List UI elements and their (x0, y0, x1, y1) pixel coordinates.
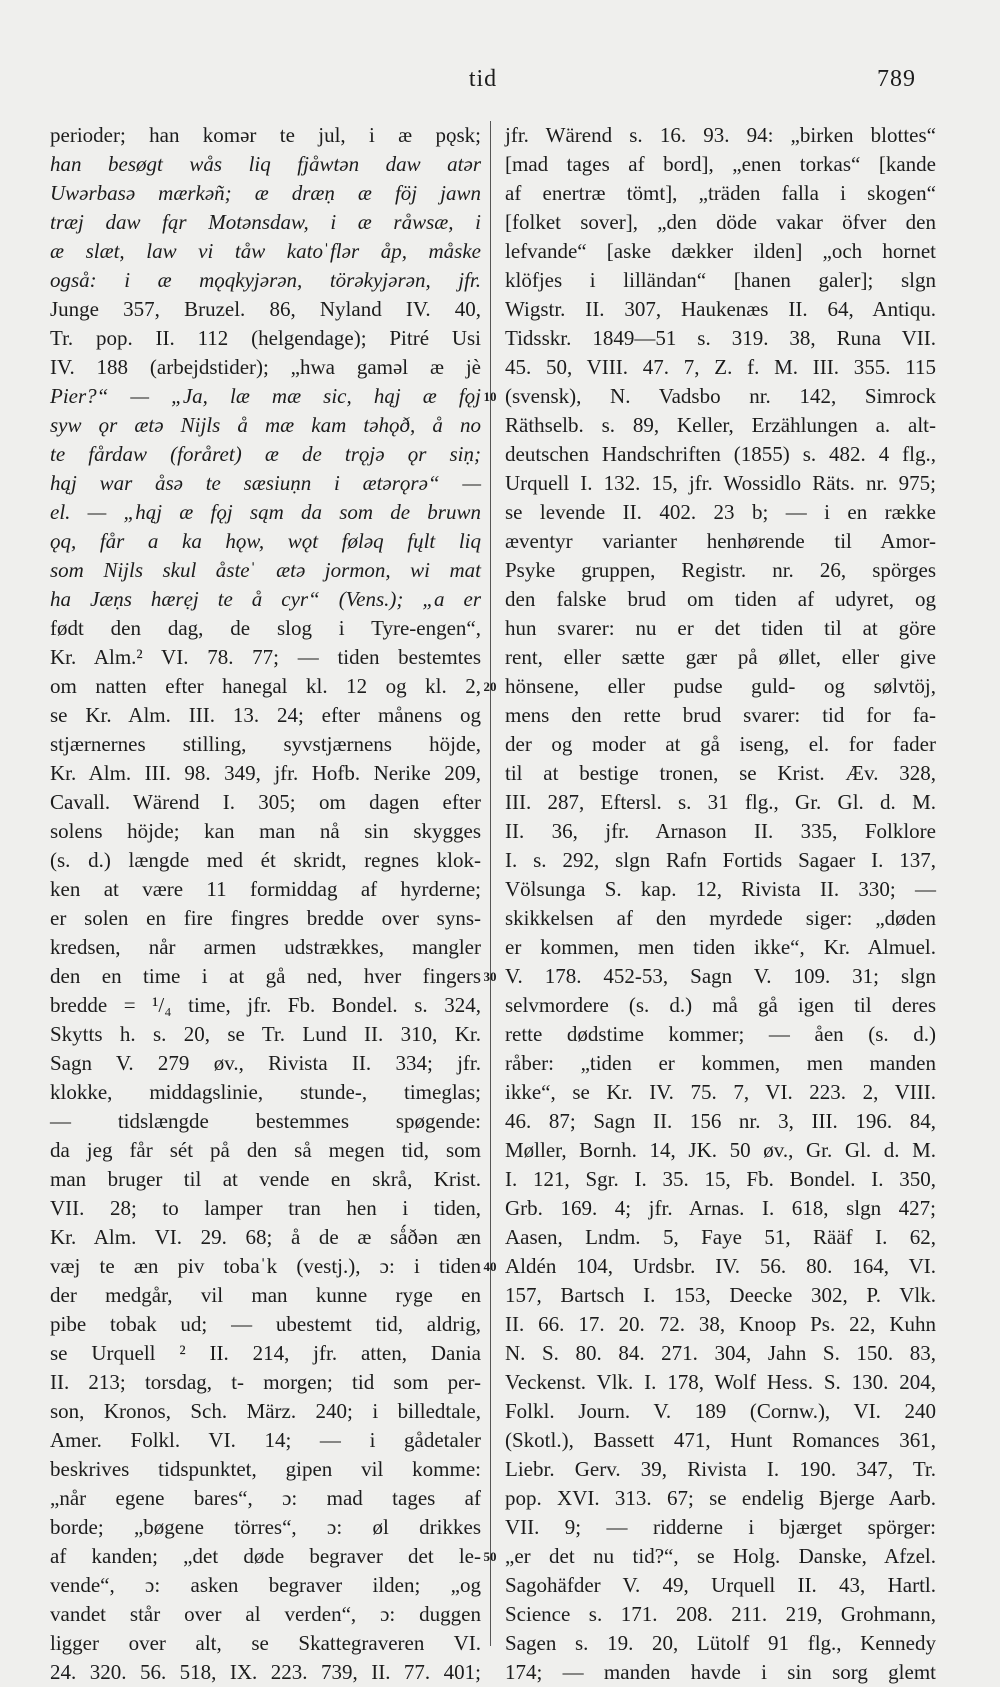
text-line: som Nijls skul åsteˈ ætə jormon, wi mat (50, 558, 481, 582)
page-number: 789 (877, 66, 916, 92)
text-line: 174; — manden havde i sin sorg glemt (505, 1660, 936, 1684)
text-line: selvmordere (s. d.) må gå igen til deres (505, 993, 936, 1017)
text-line: hönsene, eller pudse guld- og sølvtöj, (505, 674, 936, 698)
text-line: Cavall. Wärend I. 305; om dagen efter (50, 790, 481, 814)
text-line: Junge 357, Bruzel. 86, Nyland IV. 40, (50, 297, 481, 321)
text-line: Folkl. Journ. V. 189 (Cornw.), VI. 240 (505, 1399, 936, 1423)
text-line: bredde = ¹/₄ time, jfr. Fb. Bondel. s. 324, (50, 993, 481, 1017)
text-line: er kommen, men tiden ikke“, Kr. Almuel. (505, 935, 936, 959)
text-line: beskrives tidspunktet, gipen vil komme: (50, 1457, 481, 1481)
text-line: af enertræ tömt], „träden falla i skogen“ (505, 181, 936, 205)
text-line: Tidsskr. 1849—51 s. 319. 38, Runa VII. (505, 326, 936, 350)
text-line: 46. 87; Sagn II. 156 nr. 3, III. 196. 84, (505, 1109, 936, 1133)
text-line: I. s. 292, slgn Rafn Fortids Sagaer I. 137, (505, 848, 936, 872)
text-line: Møller, Bornh. 14, JK. 50 øv., Gr. Gl. d. M. (505, 1138, 936, 1162)
text-line: Sagn V. 279 øv., Rivista II. 334; jfr. (50, 1051, 481, 1075)
text-line: er solen en fire fingres bredde over syns- (50, 906, 481, 930)
text-line: II. 213; torsdag, t- morgen; tid som per- (50, 1370, 481, 1394)
text-line: pibe tobak ud; — ubestemt tid, aldrig, (50, 1312, 481, 1336)
text-line: kredsen, når armen udstrækkes, mangler (50, 935, 481, 959)
text-line: (s. d.) længde med ét skridt, regnes klok- (50, 848, 481, 872)
text-line: Science s. 171. 208. 211. 219, Grohmann, (505, 1602, 936, 1626)
text-line: ikke“, se Kr. IV. 75. 7, VI. 223. 2, VIII. (505, 1080, 936, 1104)
text-line: Amer. Folkl. VI. 14; — i gådetaler (50, 1428, 481, 1452)
text-line: te fårdaw (foråret) æ de trǫjə ǫr siṇ; (50, 442, 481, 466)
text-line: af kanden; „det døde begraver det le- (50, 1544, 481, 1568)
head-word: tid (468, 66, 498, 92)
text-line: væj te æn piv tobaˈk (vestj.), ɔ: i tiden (50, 1254, 481, 1278)
text-line: Tr. pop. II. 112 (helgendage); Pitré Usi (50, 326, 481, 350)
text-line: IV. 188 (arbejdstider); „hwa gaməl æ jè (50, 355, 481, 379)
text-line: — tidslængde bestemmes spøgende: (50, 1109, 481, 1133)
text-line: Veckenst. Vlk. I. 178, Wolf Hess. S. 130. 204, (505, 1370, 936, 1394)
text-line: ken at være 11 formiddag af hyrderne; (50, 877, 481, 901)
text-line: II. 66. 17. 20. 72. 38, Knoop Ps. 22, Kuhn (505, 1312, 936, 1336)
text-line: Sagohäfder V. 49, Urquell II. 43, Hartl. (505, 1573, 936, 1597)
text-line: [mad tages af bord], „enen torkas“ [kande (505, 152, 936, 176)
text-line: V. 178. 452-53, Sagn V. 109. 31; slgn (505, 964, 936, 988)
text-line: træj daw fąr Motənsdaw, i æ råwsæ, i (50, 210, 481, 234)
text-line: Völsunga S. kap. 12, Rivista II. 330; — (505, 877, 936, 901)
text-line: ǫq, får a ka hǫw, wǫt føləq fųlt liq (50, 529, 481, 553)
text-line: 45. 50, VIII. 47. 7, Z. f. M. III. 355. 115 (505, 355, 936, 379)
text-line: hun svarer: nu er det tiden til at göre (505, 616, 936, 640)
text-line: stjærnernes stilling, syvstjærnens höjde, (50, 732, 481, 756)
text-line: (Skotl.), Bassett 471, Hunt Romances 361, (505, 1428, 936, 1452)
line-number: 50 (483, 1549, 497, 1564)
line-number: 20 (483, 679, 497, 694)
text-line: III. 287, Eftersl. s. 31 flg., Gr. Gl. d. M. (505, 790, 936, 814)
text-line: VII. 9; — ridderne i bjærget spörger: (505, 1515, 936, 1539)
text-line: der medgår, vil man kunne ryge en (50, 1283, 481, 1307)
text-line: jfr. Wärend s. 16. 93. 94: „birken blottes“ (505, 123, 936, 147)
text-line: Kr. Alm. III. 98. 349, jfr. Hofb. Nerike 209, (50, 761, 481, 785)
text-line: Grb. 169. 4; jfr. Arnas. I. 618, slgn 427; (505, 1196, 936, 1220)
text-line: I. 121, Sgr. I. 35. 15, Fb. Bondel. I. 350, (505, 1167, 936, 1191)
text-line: son, Kronos, Sch. März. 240; i billedtale, (50, 1399, 481, 1423)
text-line: II. 36, jfr. Arnason II. 335, Folklore (505, 819, 936, 843)
column-rule (490, 121, 491, 1646)
text-line: Räthselb. s. 89, Keller, Erzählungen a. alt- (505, 413, 936, 437)
text-line: syw ǫr ætə Nijls å mæ kam təhǫð, å no (50, 413, 481, 437)
text-line: man bruger til at vende en skrå, Krist. (50, 1167, 481, 1191)
text-line: vandet står over al verden“, ɔ: duggen (50, 1602, 481, 1626)
text-line: se Kr. Alm. III. 13. 24; efter månens og (50, 703, 481, 727)
text-line: da jeg får sét på den så megen tid, som (50, 1138, 481, 1162)
text-line: klokke, middagslinie, stunde-, timeglas; (50, 1080, 481, 1104)
text-line: pop. XVI. 313. 67; se endelig Bjerge Aarb. (505, 1486, 936, 1510)
text-line: Wigstr. II. 307, Haukenæs II. 64, Antiqu. (505, 297, 936, 321)
text-line: skikkelsen af den myrdede siger: „døden (505, 906, 936, 930)
text-line: 24. 320. 56. 518, IX. 223. 739, II. 77. 401; (50, 1660, 481, 1684)
text-line: ligger over alt, se Skattegraveren VI. (50, 1631, 481, 1655)
text-line: æ slæt, law vi tåw katoˈflər åp, måske (50, 239, 481, 263)
text-line: rette dødstime kommer; — åen (s. d.) (505, 1022, 936, 1046)
text-line: til at bestige tronen, se Krist. Æv. 328, (505, 761, 936, 785)
text-line: klöfjes i lilländan“ [hanen galer]; slgn (505, 268, 936, 292)
text-line: Pier?“ — „Ja, læ mæ sic, hąj æ fǫj (50, 384, 481, 408)
text-line: Sagen s. 19. 20, Lütolf 91 flg., Kennedy (505, 1631, 936, 1655)
text-line: Aldén 104, Urdsbr. IV. 56. 80. 164, VI. (505, 1254, 936, 1278)
text-line: se Urquell ² II. 214, jfr. atten, Dania (50, 1341, 481, 1365)
text-line: [folket sover], „den döde vakar öfver den (505, 210, 936, 234)
text-line: vende“, ɔ: asken begraver ilden; „og (50, 1573, 481, 1597)
text-line: også: i æ mǫqkyjərən, törəkyjərən, jfr. (50, 268, 481, 292)
text-line: Kr. Alm. VI. 29. 68; å de æ sǻðən æn (50, 1225, 481, 1249)
text-line: han besøgt wås liq fjåwtən daw atər (50, 152, 481, 176)
right-column (505, 121, 936, 1687)
text-line: Kr. Alm.² VI. 78. 77; — tiden bestemtes (50, 645, 481, 669)
text-line: Skytts h. s. 20, se Tr. Lund II. 310, Kr. (50, 1022, 481, 1046)
text-line: Urquell I. 132. 15, jfr. Wossidlo Räts. nr. 975; (505, 471, 936, 495)
line-number: 30 (483, 969, 497, 984)
line-number: 10 (483, 389, 497, 404)
text-line: hąj war åsə te sæsiuṇn i ætərǫrə“ — (50, 471, 481, 495)
text-line: 157, Bartsch I. 153, Deecke 302, P. Vlk. (505, 1283, 936, 1307)
text-line: den en time i at gå ned, hver fingers (50, 964, 481, 988)
text-line: råber: „tiden er kommen, men manden (505, 1051, 936, 1075)
left-column (50, 121, 481, 1687)
text-line: født den dag, de slog i Tyre-engen“, (50, 616, 481, 640)
text-line: rent, eller sætte gær på øllet, eller give (505, 645, 936, 669)
text-line: solens höjde; kan man nå sin skygges (50, 819, 481, 843)
text-line: der og moder at gå iseng, el. for fader (505, 732, 936, 756)
text-line: VII. 28; to lamper tran hen i tiden, (50, 1196, 481, 1220)
text-line: æventyr varianter henhørende til Amor- (505, 529, 936, 553)
text-line: lefvande“ [aske dækker ilden] „och hornet (505, 239, 936, 263)
text-line: deutschen Handschriften (1855) s. 482. 4 flg., (505, 442, 936, 466)
text-line: om natten efter hanegal kl. 12 og kl. 2, (50, 674, 481, 698)
text-line: se levende II. 402. 23 b; — i en række (505, 500, 936, 524)
text-line: (svensk), N. Vadsbo nr. 142, Simrock (505, 384, 936, 408)
text-line: mens den rette brud svarer: tid for fa- (505, 703, 936, 727)
text-line: „er det nu tid?“, se Holg. Danske, Afzel. (505, 1544, 936, 1568)
text-line: Psyke gruppen, Registr. nr. 26, spörges (505, 558, 936, 582)
text-line: Uwərbasə mærkəñ; æ dræṇ æ föj jawn (50, 181, 481, 205)
text-line: N. S. 80. 84. 271. 304, Jahn S. 150. 83, (505, 1341, 936, 1365)
text-line: „når egene bares“, ɔ: mad tages af (50, 1486, 481, 1510)
text-line: den falske brud om tiden af udyret, og (505, 587, 936, 611)
text-line: ha Jæṇs hærẹj te å cyr“ (Vens.); „a er (50, 587, 481, 611)
text-line: Aasen, Lndm. 5, Faye 51, Rääf I. 62, (505, 1225, 936, 1249)
text-line: el. — „hąj æ fǫj sąm da som de bruwn (50, 500, 481, 524)
text-line: borde; „bøgene törres“, ɔ: øl drikkes (50, 1515, 481, 1539)
text-line: Liebr. Gerv. 39, Rivista I. 190. 347, Tr. (505, 1457, 936, 1481)
text-line: perioder; han komər te jul, i æ pǫsk; (50, 123, 481, 147)
line-number: 40 (483, 1259, 497, 1274)
running-head (50, 66, 916, 96)
